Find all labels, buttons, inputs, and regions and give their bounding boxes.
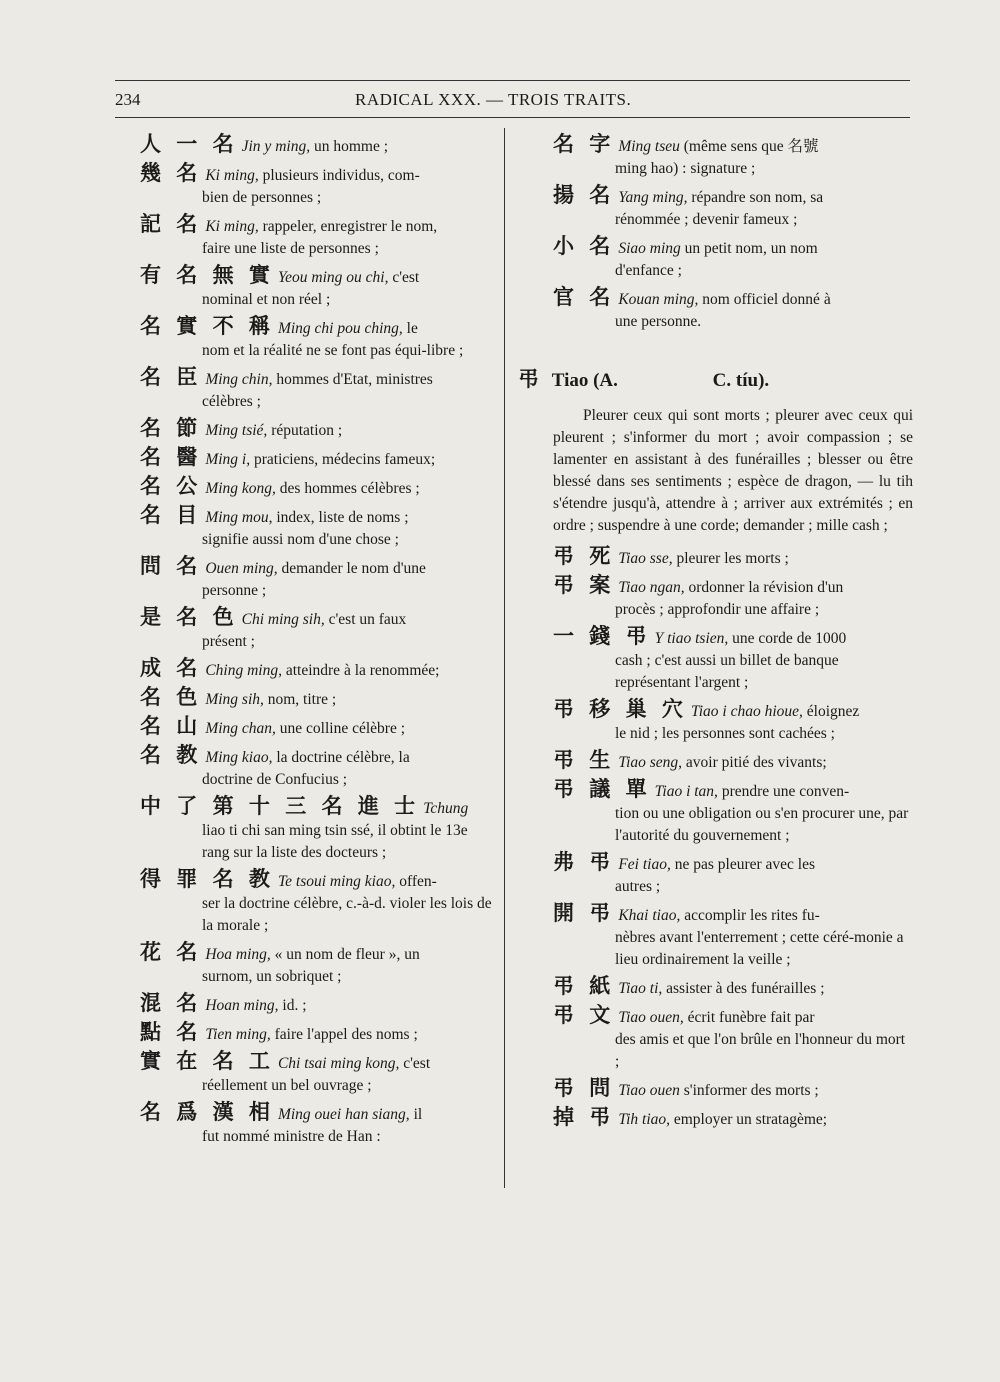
entry-hanzi: 名 醫 <box>140 445 202 469</box>
entry-romanization: Hoan ming, <box>205 997 279 1014</box>
entry-romanization: Ming chan, <box>205 720 276 737</box>
dictionary-entry <box>140 686 495 711</box>
entry-romanization: Te tsoui ming kiao, <box>277 873 396 890</box>
entry-continuation: fut nommé ministre de Han : <box>202 1128 381 1145</box>
entry-hanzi: 名 目 <box>140 503 202 527</box>
entry-romanization: Ming chin, <box>205 371 273 388</box>
entry-hanzi: 弔 問 <box>553 1076 615 1100</box>
entry-hanzi: 掉 弔 <box>553 1105 615 1129</box>
right-column <box>518 132 913 1135</box>
entry-romanization: Tih tiao, <box>618 1111 670 1128</box>
entry-continuation: une personne. <box>615 313 702 330</box>
entry-definition: accomplir les rites fu- <box>680 907 820 924</box>
entry-romanization: Kouan ming, <box>618 291 699 308</box>
entry-definition: s'informer des morts ; <box>679 1082 819 1099</box>
entry-hanzi: 名 爲 漢 相 <box>140 1100 274 1124</box>
dictionary-entry <box>553 184 913 231</box>
headword <box>518 363 913 393</box>
entry-definition: écrit funèbre fait par <box>683 1009 815 1026</box>
entry-romanization: Ki ming, <box>205 167 259 184</box>
entry-definition: un petit nom, un nom <box>680 240 818 257</box>
entry-definition: id. ; <box>278 997 307 1014</box>
entry-hanzi: 人 一 名 <box>140 132 238 156</box>
entry-romanization: Tchung <box>423 800 469 817</box>
entry-definition: praticiens, médecins fameux; <box>250 451 436 468</box>
dictionary-entry <box>140 606 495 653</box>
entry-romanization: Tiao i chao hioue, <box>690 703 803 720</box>
entry-definition: ne pas pleurer avec les <box>670 856 816 873</box>
headword-cantonese: C. tíu). <box>712 370 770 391</box>
dictionary-entry <box>140 366 495 413</box>
dictionary-entry <box>140 795 495 864</box>
entry-definition: une colline célèbre ; <box>275 720 406 737</box>
entry-hanzi: 成 名 <box>140 656 202 680</box>
top-rule <box>115 80 910 81</box>
entry-romanization: Jin y ming, <box>241 138 311 155</box>
entry-hanzi: 名 教 <box>140 743 202 767</box>
dictionary-entry <box>140 715 495 740</box>
entry-romanization: Siao ming <box>618 240 681 257</box>
entry-romanization: Tiao ouen, <box>618 1009 684 1026</box>
entry-hanzi: 名 山 <box>140 714 202 738</box>
dictionary-entry <box>140 941 495 988</box>
entry-continuation: tion ou une obligation ou s'en procurer une, par l'autorité du gouvernement ; <box>615 805 909 844</box>
dictionary-entry <box>140 264 495 311</box>
entry-hanzi: 花 名 <box>140 940 202 964</box>
dictionary-entry <box>140 133 495 158</box>
running-title: RADICAL XXX. — TROIS TRAITS. <box>355 90 632 109</box>
dictionary-entry <box>140 992 495 1017</box>
entry-romanization: Ching ming, <box>205 662 282 679</box>
dictionary-entry <box>553 778 913 847</box>
entry-definition: (même sens que 名號 <box>679 138 819 155</box>
entry-definition: la doctrine célèbre, la <box>272 749 410 766</box>
dictionary-entry <box>140 657 495 682</box>
entry-hanzi: 幾 名 <box>140 161 202 185</box>
entry-hanzi: 名 字 <box>553 132 615 156</box>
entry-romanization: Ming kong, <box>205 480 276 497</box>
left-column <box>140 133 495 1152</box>
entry-definition: faire l'appel des noms ; <box>270 1026 418 1043</box>
entry-continuation: le nid ; les personnes sont cachées ; <box>615 725 835 742</box>
dictionary-entry <box>140 417 495 442</box>
entry-continuation: célèbres ; <box>202 393 261 410</box>
entry-definition: hommes d'Etat, ministres <box>272 371 433 388</box>
entry-hanzi: 弗 弔 <box>553 850 615 874</box>
entry-continuation: nèbres avant l'enterrement ; cette céré-monie a lieu ordinairement la veille ; <box>615 929 904 968</box>
entry-continuation: nom et la réalité ne se font pas équi-libre ; <box>202 342 464 359</box>
dictionary-entry <box>140 555 495 602</box>
page-header <box>115 90 905 114</box>
entry-romanization: Hoa ming, <box>205 946 271 963</box>
entry-hanzi: 名 臣 <box>140 365 202 389</box>
dictionary-entry <box>140 504 495 551</box>
entry-definition: nom, titre ; <box>263 691 337 708</box>
dictionary-entry <box>553 975 913 1000</box>
entry-definition: offen- <box>395 873 437 890</box>
entry-romanization: Ming kiao, <box>205 749 273 766</box>
entry-romanization: Tiao seng, <box>618 754 683 771</box>
entry-continuation: personne ; <box>202 582 267 599</box>
dictionary-entry <box>140 1021 495 1046</box>
entry-romanization: Tien ming, <box>205 1026 271 1043</box>
entry-hanzi: 點 名 <box>140 1020 202 1044</box>
entry-hanzi: 開 弔 <box>553 901 615 925</box>
dictionary-entry <box>553 545 913 570</box>
header-rule <box>115 117 910 118</box>
dictionary-entry <box>553 1106 913 1131</box>
entry-continuation: signifie aussi nom d'une chose ; <box>202 531 399 548</box>
entry-continuation: surnom, un sobriquet ; <box>202 968 342 985</box>
entry-definition: index, liste de noms ; <box>272 509 409 526</box>
right-column-top-entries <box>553 133 913 333</box>
entry-romanization: Y tiao tsien, <box>654 630 729 647</box>
entry-definition: avoir pitié des vivants; <box>682 754 827 771</box>
entry-hanzi: 是 名 色 <box>140 605 238 629</box>
entry-definition: rappeler, enregistrer le nom, <box>258 218 438 235</box>
entry-hanzi: 小 名 <box>553 234 615 258</box>
entry-continuation: ser la doctrine célèbre, c.-à-d. violer les lois de la morale ; <box>202 895 492 934</box>
dictionary-entry <box>140 1050 495 1097</box>
entry-romanization: Tiao ti, <box>618 980 663 997</box>
entry-romanization: Ming i, <box>205 451 251 468</box>
entry-romanization: Fei tiao, <box>618 856 671 873</box>
dictionary-entry <box>140 744 495 791</box>
entry-romanization: Ki ming, <box>205 218 259 235</box>
entry-hanzi: 得 罪 名 教 <box>140 867 274 891</box>
dictionary-entry <box>553 749 913 774</box>
entry-romanization: Khai tiao, <box>618 907 681 924</box>
entry-romanization: Ming ouei han siang, <box>277 1106 410 1123</box>
dictionary-entry <box>553 625 913 694</box>
dictionary-entry <box>553 574 913 621</box>
entry-continuation: bien de personnes ; <box>202 189 322 206</box>
entry-hanzi: 弔 紙 <box>553 974 615 998</box>
entry-hanzi: 弔 移 巢 穴 <box>553 697 687 721</box>
column-divider <box>504 128 505 1188</box>
entry-hanzi: 實 在 名 工 <box>140 1049 274 1073</box>
entry-continuation: faire une liste de personnes ; <box>202 240 379 257</box>
entry-definition: c'est <box>388 269 420 286</box>
entry-hanzi: 問 名 <box>140 554 202 578</box>
entry-hanzi: 弔 文 <box>553 1003 615 1027</box>
entry-definition: réputation ; <box>267 422 343 439</box>
entry-definition: il <box>409 1106 423 1123</box>
entry-hanzi: 名 公 <box>140 474 202 498</box>
entry-definition: c'est <box>399 1055 431 1072</box>
dictionary-entry <box>553 235 913 282</box>
entry-continuation: doctrine de Confucius ; <box>202 771 348 788</box>
entry-hanzi: 中 了 第 十 三 名 進 士 <box>140 794 420 818</box>
entry-romanization: Ming mou, <box>205 509 273 526</box>
entry-continuation: réellement un bel ouvrage ; <box>202 1077 372 1094</box>
entry-hanzi: 名 節 <box>140 416 202 440</box>
entry-hanzi: 弔 死 <box>553 544 615 568</box>
dictionary-entry <box>553 1004 913 1073</box>
entry-continuation: nominal et non réel ; <box>202 291 331 308</box>
entry-romanization: Yeou ming ou chi, <box>277 269 389 286</box>
entry-hanzi: 揚 名 <box>553 183 615 207</box>
dictionary-entry <box>553 133 913 180</box>
entry-definition: nom officiel donné à <box>698 291 831 308</box>
page-number: 234 <box>115 90 141 109</box>
entry-definition: un homme ; <box>310 138 389 155</box>
right-column-bottom-entries <box>553 545 913 1131</box>
dictionary-entry <box>553 1077 913 1102</box>
dictionary-entry <box>140 315 495 362</box>
entry-hanzi: 有 名 無 實 <box>140 263 274 287</box>
entry-romanization: Tiao sse, <box>618 550 673 567</box>
entry-romanization: Tiao i tan, <box>654 783 718 800</box>
entry-continuation: ming hao) : signature ; <box>615 160 756 177</box>
entry-continuation: d'enfance ; <box>615 262 682 279</box>
dictionary-entry <box>140 162 495 209</box>
entry-definition: répandre son nom, sa <box>687 189 824 206</box>
entry-romanization: Ouen ming, <box>205 560 278 577</box>
entry-definition: « un nom de fleur », un <box>270 946 420 963</box>
entry-definition: pleurer les morts ; <box>672 550 789 567</box>
entry-hanzi: 官 名 <box>553 285 615 309</box>
entry-romanization: Ming sih, <box>205 691 264 708</box>
headword-label: Tiao (A. <box>551 370 618 391</box>
entry-hanzi: 弔 生 <box>553 748 615 772</box>
entry-definition: prendre une conven- <box>717 783 850 800</box>
entry-romanization: Ming tsié, <box>205 422 268 439</box>
entry-definition: assister à des funérailles ; <box>662 980 825 997</box>
entry-continuation: rénommée ; devenir fameux ; <box>615 211 798 228</box>
entry-continuation: liao ti chi san ming tsin ssé, il obtint le 13e rang sur la liste des docteurs ; <box>202 822 468 861</box>
entry-definition: le <box>402 320 418 337</box>
dictionary-entry <box>553 286 913 333</box>
entry-hanzi: 弔 案 <box>553 573 615 597</box>
entry-definition: éloignez <box>802 703 860 720</box>
entry-definition: c'est un faux <box>324 611 407 628</box>
entry-definition: demander le nom d'une <box>277 560 426 577</box>
entry-romanization: Tiao ngan, <box>618 579 685 596</box>
entry-hanzi: 名 色 <box>140 685 202 709</box>
entry-definition: une corde de 1000 <box>728 630 847 647</box>
entry-romanization: Ming chi pou ching, <box>277 320 403 337</box>
entry-romanization: Tiao ouen <box>618 1082 680 1099</box>
entry-hanzi: 記 名 <box>140 212 202 236</box>
entry-definition: des hommes célèbres ; <box>275 480 420 497</box>
entry-definition: atteindre à la renommée; <box>281 662 440 679</box>
dictionary-entry <box>553 851 913 898</box>
entry-definition: plusieurs individus, com- <box>258 167 420 184</box>
definition-paragraph: Pleurer ceux qui sont morts ; pleurer avec ceux qui pleurent ; s'informer du mort ; avoir compassion ; se lamenter en assistant à des funérailles ; blesser ou être blessé dans ses sentiments ; espèce de dragon, — lu tih s'étendre jusqu'à, attendre à ; arriver aux extrémités ; en ordre ; suspendre à une corde; demander ; mille cash ; <box>553 407 913 534</box>
entry-romanization: Chi tsai ming kong, <box>277 1055 400 1072</box>
entry-romanization: Yang ming, <box>618 189 688 206</box>
entry-hanzi: 弔 議 單 <box>553 777 651 801</box>
dictionary-entry <box>140 213 495 260</box>
entry-romanization: Chi ming sih, <box>241 611 325 628</box>
entry-hanzi: 名 實 不 稱 <box>140 314 274 338</box>
dictionary-entry <box>553 902 913 971</box>
entry-romanization: Ming tseu <box>618 138 680 155</box>
entry-hanzi: 一 錢 弔 <box>553 624 651 648</box>
entry-definition: employer un stratagème; <box>670 1111 828 1128</box>
headword-hanzi: 弔 <box>518 367 539 391</box>
dictionary-entry <box>140 475 495 500</box>
entry-continuation: présent ; <box>202 633 255 650</box>
entry-continuation: des amis et que l'on brûle en l'honneur du mort ; <box>615 1031 906 1070</box>
entry-continuation: cash ; c'est aussi un billet de banque représentant l'argent ; <box>615 652 839 691</box>
dictionary-entry <box>140 446 495 471</box>
dictionary-entry <box>553 698 913 745</box>
dictionary-entry <box>140 868 495 937</box>
entry-hanzi: 混 名 <box>140 991 202 1015</box>
dictionary-entry <box>140 1101 495 1148</box>
entry-continuation: procès ; approfondir une affaire ; <box>615 601 820 618</box>
entry-definition: ordonner la révision d'un <box>684 579 844 596</box>
entry-continuation: autres ; <box>615 878 661 895</box>
